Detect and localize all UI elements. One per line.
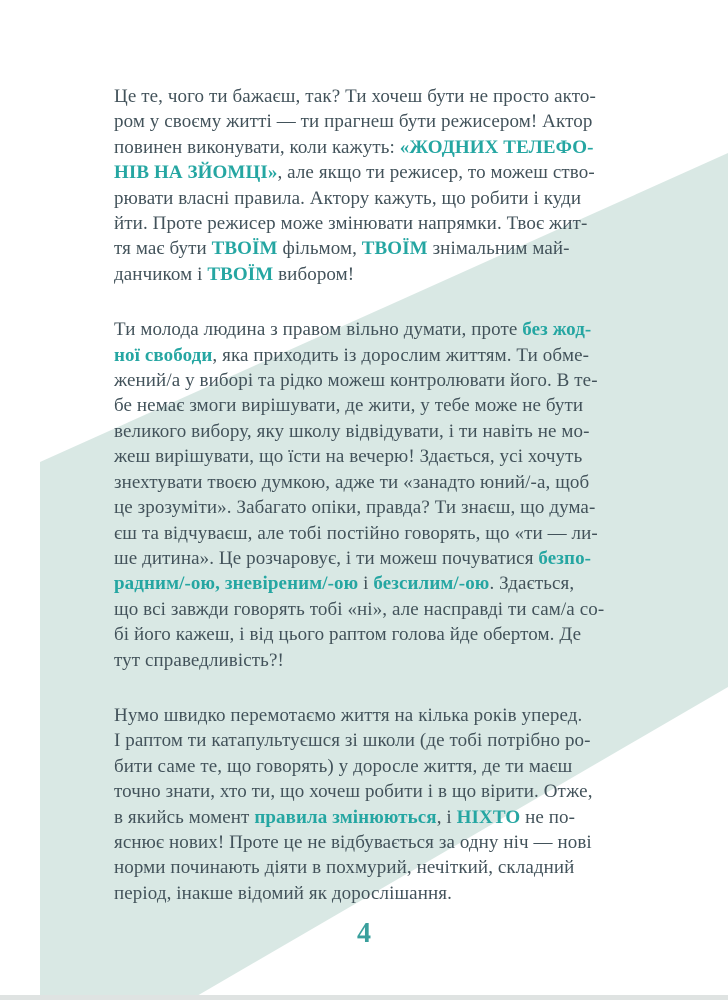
text-run: великого вибору, яку школу відвідувати, і ти навіть не мо- <box>114 420 590 442</box>
accent-text-run: НІВ НА ЗЙОМЦІ» <box>114 162 278 184</box>
text-run: йти. Проте режисер може змінювати напрямки. Твоє жит- <box>114 213 588 235</box>
text-run: знімальним май- <box>427 238 570 260</box>
text-run: вибором! <box>273 263 355 285</box>
accent-text-run: ТВОЇМ <box>207 263 274 285</box>
text-run: ше дитина». Це розчаровує, і ти можеш почуватися <box>114 547 539 569</box>
text-run: знехтувати твоєю думкою, адже ти «занадто юний/-а, щоб <box>114 471 590 493</box>
text-run: , яка приходить із дорослим життям. Ти обме- <box>212 344 590 366</box>
text-run: бе немає змоги вирішувати, де жити, у тебе може не бути <box>114 395 584 417</box>
text-run: . Здається, <box>489 573 575 595</box>
text-run: це зрозуміти». Забагато опіки, правда? Ти знаєш, що дума- <box>114 497 596 519</box>
paragraph-3 <box>114 703 630 906</box>
text-run: єш та відчуваєш, але тобі постійно говорять, що «ти — ли- <box>114 522 598 544</box>
page-number: 4 <box>357 918 371 949</box>
accent-text-run: ТВОЇМ <box>361 238 428 260</box>
text-run: Це те, чого ти бажаєш, так? Ти хочеш бути не просто акто- <box>114 86 596 107</box>
accent-text-run: «ЖОДНИХ ТЕЛЕФО- <box>399 136 594 158</box>
paragraph-2 <box>114 317 630 673</box>
text-run: повинен виконувати, коли кажуть: <box>114 136 400 158</box>
text-run: жений/а у виборі та рідко можеш контролювати його. В те- <box>114 370 598 392</box>
text-run: , і <box>436 806 457 828</box>
text-run: жеш вирішувати, що їсти на вечерю! Здається, усі хочуть <box>114 446 583 468</box>
accent-text-run: без жод- <box>522 319 592 341</box>
text-run: фільмом, <box>277 238 362 260</box>
accent-text-run: ТВОЇМ <box>211 238 278 260</box>
text-run: ром у своєму житті — ти прагнеш бути режисером! Актор <box>114 111 593 133</box>
text-run: період, інакше відомий як дорослішання. <box>114 882 452 904</box>
accent-text-run: ної свободи <box>114 344 213 366</box>
text-run: що всі завжди говорять тобі «ні», але насправді ти сам/а со- <box>114 598 605 620</box>
text-run: Ти молода людина з правом вільно думати, проте <box>114 319 523 341</box>
text-run: в якийсь момент <box>114 806 255 828</box>
accent-text-run: НІХТО <box>456 806 521 828</box>
text-run: Нумо швидко перемотаємо життя на кілька років уперед. <box>114 704 583 726</box>
accent-text-run: безсилим/-ою <box>373 573 490 595</box>
accent-text-run: радним/-ою, зневіреним/-ою <box>114 573 359 595</box>
accent-text-run: безпо- <box>538 547 592 569</box>
accent-text-run: правила змінюються <box>254 806 437 828</box>
text-run: тя має бути <box>114 238 212 260</box>
text-run: норми починають діяти в похмурий, нечіткий, складний <box>114 857 575 879</box>
text-run: І раптом ти катапультуєшся зі школи (де тобі потрібно ро- <box>114 730 591 752</box>
text-run: , але якщо ти режисер, то можеш ство- <box>277 162 595 184</box>
body-text-block <box>114 84 630 936</box>
text-run: і <box>358 573 374 595</box>
text-run: яснює нових! Проте це не відбувається за одну ніч — нові <box>114 831 592 853</box>
text-run: рювати власні правила. Актору кажуть, що робити і куди <box>114 187 582 209</box>
text-run: бі його кажеш, і від цього раптом голова йде обертом. Де <box>114 624 582 646</box>
paragraph-1 <box>114 84 630 287</box>
text-run: данчиком і <box>114 263 208 285</box>
text-run: не по- <box>520 806 576 828</box>
text-run: точно знати, хто ти, що хочеш робити і в що вірити. Отже, <box>114 781 593 803</box>
photo-bottom-edge <box>0 995 728 1000</box>
text-run: тут справедливість?! <box>114 649 284 671</box>
text-run: бити саме те, що говорять) у доросле життя, де ти маєш <box>114 755 573 777</box>
